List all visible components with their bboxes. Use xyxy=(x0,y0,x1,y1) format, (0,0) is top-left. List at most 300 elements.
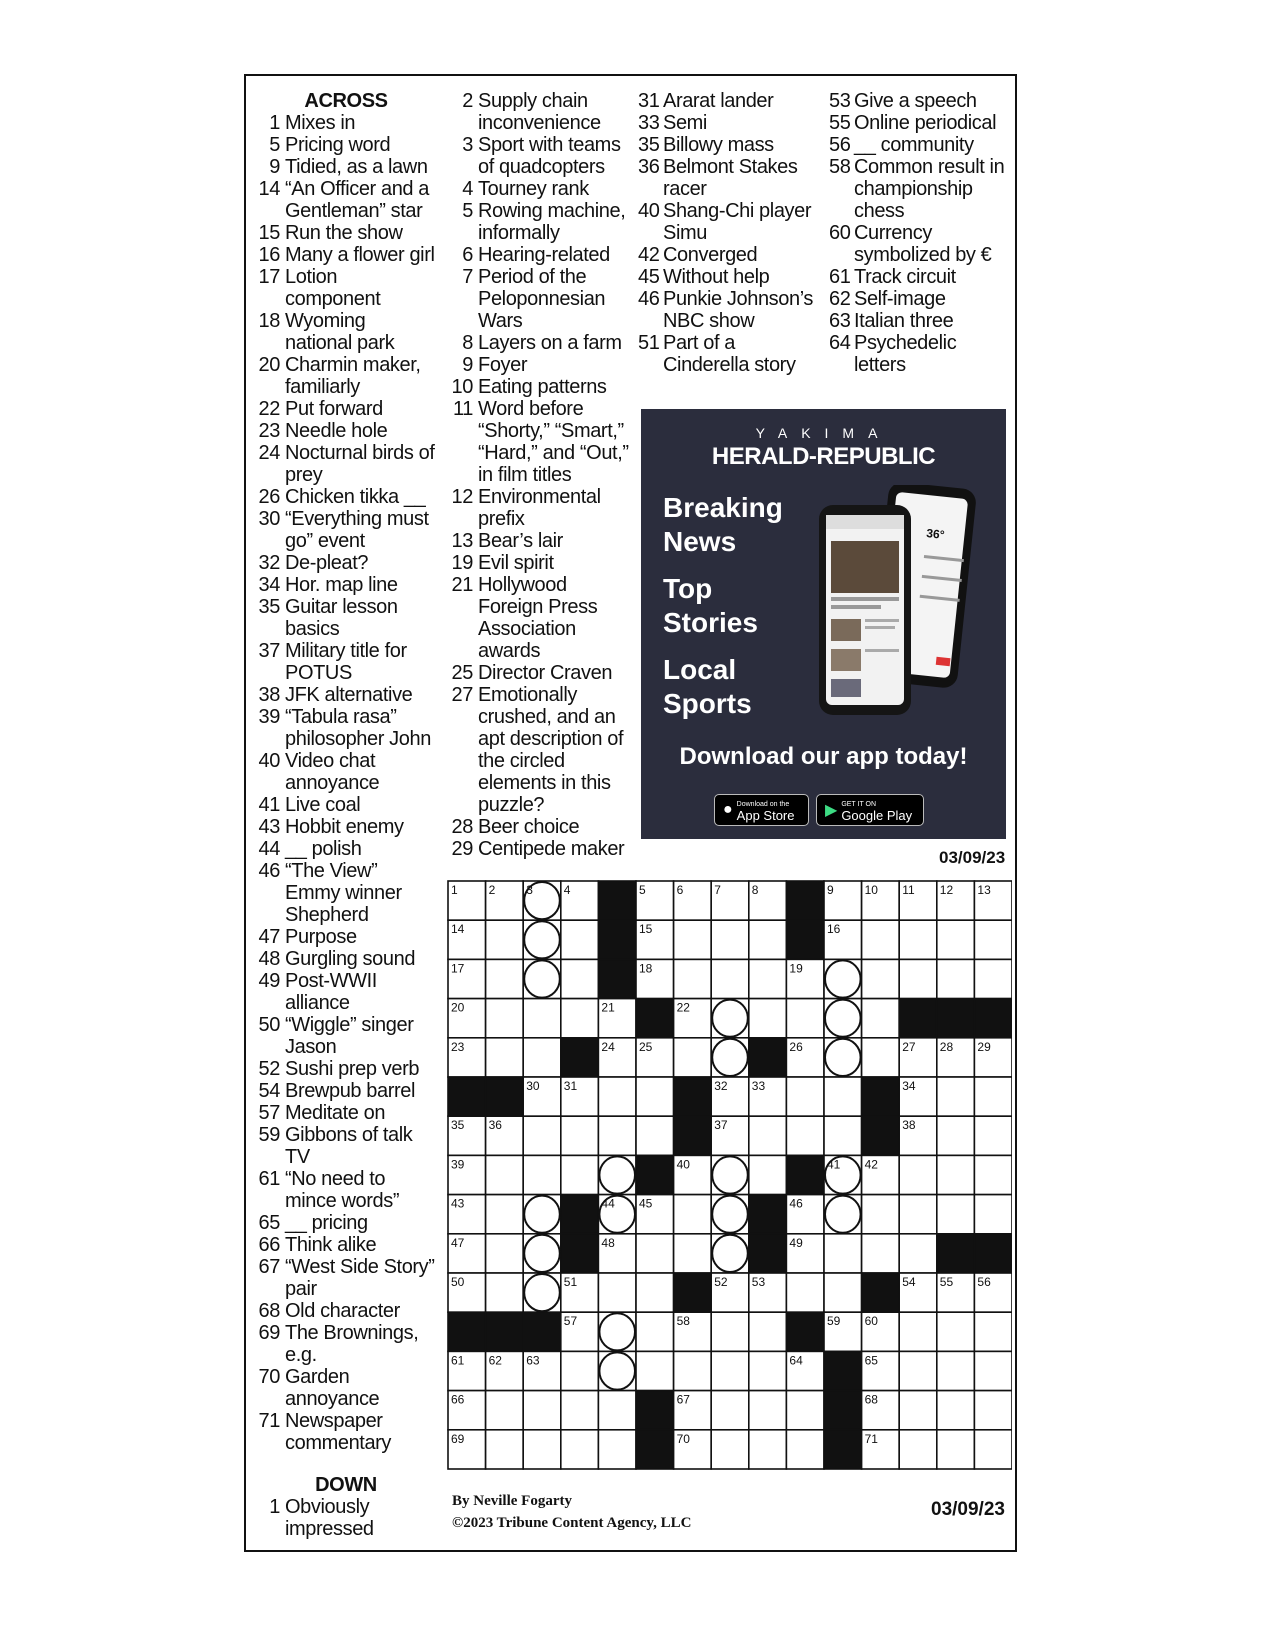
ad-call-to-action: Download our app today! xyxy=(679,743,968,770)
cell-number: 4 xyxy=(563,883,571,897)
clue-number: 40 xyxy=(638,200,660,222)
grid-cell[interactable] xyxy=(824,1234,862,1273)
clue-item xyxy=(449,574,629,662)
grid-cell[interactable] xyxy=(937,1077,975,1116)
clue-text: Billowy mass xyxy=(663,134,774,156)
grid-cell[interactable] xyxy=(974,920,1012,959)
clue-text: “No need to mince words” xyxy=(285,1168,400,1212)
clue-text: Beer choice xyxy=(478,816,580,838)
grid-cell[interactable] xyxy=(974,1077,1012,1116)
clue-text: Psychedelic letters xyxy=(854,332,957,376)
clue-text: Environmental prefix xyxy=(478,486,601,530)
clue-text: Bear’s lair xyxy=(478,530,563,552)
clue-item xyxy=(256,552,436,574)
clue-item xyxy=(449,244,629,266)
clue-text: Punkie Johnson’s NBC show xyxy=(663,288,814,332)
cell-number: 37 xyxy=(714,1118,728,1133)
grid-cell[interactable] xyxy=(711,1351,749,1390)
clue-item xyxy=(449,684,629,816)
grid-cell[interactable] xyxy=(937,959,975,998)
grid-cell[interactable] xyxy=(523,1038,561,1077)
grid-block xyxy=(974,999,1012,1038)
clue-number: 18 xyxy=(258,310,280,332)
clue-item xyxy=(449,376,629,398)
clue-item xyxy=(256,1124,436,1168)
cell-number: 24 xyxy=(601,1039,615,1054)
cell-number: 56 xyxy=(977,1275,991,1289)
grid-cell[interactable] xyxy=(862,1195,900,1234)
clue-text: Centipede maker xyxy=(478,838,625,860)
clue-item xyxy=(256,398,436,420)
cell-number: 19 xyxy=(789,961,803,976)
cell-number: 60 xyxy=(864,1314,878,1329)
grid-block xyxy=(636,999,674,1038)
grid-cell[interactable] xyxy=(937,1351,975,1390)
clue-text: Converged xyxy=(663,244,758,266)
cell-number: 35 xyxy=(451,1118,465,1133)
clue-item xyxy=(449,398,629,486)
clue-item xyxy=(256,1212,436,1234)
grid-cell[interactable] xyxy=(561,999,599,1038)
grid-cell[interactable] xyxy=(674,1195,712,1234)
grid-block xyxy=(674,1273,712,1312)
grid-block xyxy=(824,1391,862,1430)
apple-icon: ● xyxy=(723,801,733,818)
clue-item xyxy=(638,156,820,200)
grid-cell[interactable] xyxy=(636,1234,674,1273)
clue-number: 57 xyxy=(258,1102,280,1124)
grid-cell[interactable] xyxy=(974,1312,1012,1351)
app-store-button[interactable] xyxy=(714,794,809,826)
grid-block xyxy=(598,959,636,998)
clue-number: 11 xyxy=(453,398,473,420)
grid-cell[interactable] xyxy=(899,1234,937,1273)
grid-cell[interactable] xyxy=(486,1430,524,1469)
cell-number: 41 xyxy=(827,1157,841,1172)
cell-number: 5 xyxy=(639,883,646,897)
grid-cell[interactable] xyxy=(486,1195,524,1234)
grid-cell[interactable] xyxy=(899,920,937,959)
clue-number: 12 xyxy=(451,486,473,508)
grid-cell[interactable] xyxy=(674,1351,712,1390)
cell-number: 53 xyxy=(751,1275,766,1289)
cell-number: 21 xyxy=(601,1000,615,1015)
clue-item xyxy=(829,310,1007,332)
clue-number: 15 xyxy=(258,222,280,244)
grid-cell[interactable] xyxy=(598,1273,636,1312)
clue-number: 2 xyxy=(462,90,473,112)
clue-item xyxy=(449,838,629,860)
clue-item xyxy=(829,288,1007,310)
cell-number: 70 xyxy=(676,1431,690,1446)
clue-text: Purpose xyxy=(285,926,357,948)
clue-text: Put forward xyxy=(285,398,383,420)
grid-cell[interactable] xyxy=(862,999,900,1038)
grid-cell[interactable] xyxy=(674,1234,712,1273)
clue-number: 64 xyxy=(829,332,851,354)
cell-number: 67 xyxy=(676,1392,690,1407)
clue-item xyxy=(256,310,436,354)
grid-cell[interactable] xyxy=(974,959,1012,998)
clue-text: Lotion component xyxy=(285,266,381,310)
grid-cell[interactable] xyxy=(636,1116,674,1155)
grid-cell[interactable] xyxy=(937,1116,975,1155)
grid-cell[interactable] xyxy=(561,1430,599,1469)
date-bottom: 03/09/23 xyxy=(931,1499,1005,1520)
grid-cell[interactable] xyxy=(749,1430,787,1469)
crossword-grid[interactable] xyxy=(447,880,1012,1470)
grid-cell[interactable] xyxy=(974,1116,1012,1155)
clue-number: 60 xyxy=(829,222,851,244)
clue-number: 68 xyxy=(258,1300,280,1322)
clue-item xyxy=(256,112,436,134)
cell-number: 54 xyxy=(902,1275,916,1289)
grid-cell[interactable] xyxy=(749,920,787,959)
grid-cell[interactable] xyxy=(974,1155,1012,1194)
grid-cell[interactable] xyxy=(561,920,599,959)
clue-item xyxy=(256,574,436,596)
clue-number: 29 xyxy=(451,838,473,860)
clue-text: __ polish xyxy=(285,838,362,860)
grid-cell[interactable] xyxy=(486,959,524,998)
grid-cell[interactable] xyxy=(561,959,599,998)
cell-number: 16 xyxy=(827,922,841,937)
clue-item xyxy=(256,420,436,442)
grid-cell[interactable] xyxy=(824,1116,862,1155)
clue-text: Meditate on xyxy=(285,1102,386,1124)
grid-block xyxy=(636,1155,674,1194)
down-clue-list-4 xyxy=(829,90,1007,376)
grid-cell[interactable] xyxy=(674,920,712,959)
cell-number: 66 xyxy=(451,1392,465,1407)
clue-number: 14 xyxy=(258,178,280,200)
clue-number: 25 xyxy=(451,662,473,684)
clue-number: 69 xyxy=(258,1322,280,1344)
cell-number: 6 xyxy=(676,883,684,897)
grid-block xyxy=(598,920,636,959)
grid-cell[interactable] xyxy=(824,1273,862,1312)
clue-number: 65 xyxy=(258,1212,280,1234)
grid-cell[interactable] xyxy=(786,999,824,1038)
clue-number: 13 xyxy=(451,530,473,552)
cell-number: 20 xyxy=(451,1000,465,1015)
grid-block xyxy=(448,1312,486,1351)
clue-item xyxy=(638,112,820,134)
clue-item xyxy=(256,1102,436,1124)
cell-number: 50 xyxy=(451,1275,465,1289)
clue-text: “An Officer and a Gentleman” star xyxy=(285,178,430,222)
grid-cell[interactable] xyxy=(711,959,749,998)
grid-cell[interactable] xyxy=(523,1116,561,1155)
clue-number: 54 xyxy=(258,1080,280,1102)
clue-item xyxy=(256,816,436,838)
grid-cell[interactable] xyxy=(899,959,937,998)
grid-cell[interactable] xyxy=(786,1430,824,1469)
app-store-small: Download on the xyxy=(736,801,790,808)
clue-number: 36 xyxy=(638,156,660,178)
cell-number: 8 xyxy=(751,883,759,897)
grid-cell[interactable] xyxy=(598,1077,636,1116)
clue-item xyxy=(449,200,629,244)
cell-number: 32 xyxy=(714,1079,728,1093)
down-clue-list-1 xyxy=(256,1496,436,1540)
clue-number: 70 xyxy=(258,1366,280,1388)
grid-cell[interactable] xyxy=(523,1155,561,1194)
clue-text: Old character xyxy=(285,1300,400,1322)
grid-block xyxy=(824,1351,862,1390)
date-top: 03/09/23 xyxy=(939,848,1006,867)
grid-cell[interactable] xyxy=(749,959,787,998)
cell-number: 9 xyxy=(827,883,834,897)
clue-number: 32 xyxy=(258,552,280,574)
cell-number: 45 xyxy=(639,1196,653,1211)
cell-number: 25 xyxy=(639,1039,653,1054)
grid-cell[interactable] xyxy=(749,999,787,1038)
grid-cell[interactable] xyxy=(899,1430,937,1469)
across-clue-list xyxy=(256,112,436,1454)
grid-cell[interactable] xyxy=(937,1391,975,1430)
clue-item xyxy=(256,640,436,684)
clue-text: Italian three xyxy=(854,310,954,332)
clue-number: 22 xyxy=(258,398,280,420)
ad-brand: HERALD-REPUBLIC xyxy=(711,443,936,470)
cell-number: 15 xyxy=(639,922,653,937)
clue-text: Run the show xyxy=(285,222,403,244)
clue-item xyxy=(449,90,629,134)
grid-cell[interactable] xyxy=(749,1155,787,1194)
clue-number: 52 xyxy=(258,1058,280,1080)
grid-block xyxy=(561,1038,599,1077)
clue-number: 39 xyxy=(258,706,280,728)
grid-cell[interactable] xyxy=(899,1391,937,1430)
clue-text: “The View” Emmy winner Shepherd xyxy=(285,860,402,926)
cell-number: 51 xyxy=(563,1275,578,1289)
grid-cell[interactable] xyxy=(974,1430,1012,1469)
cell-number: 27 xyxy=(902,1039,916,1054)
app-advertisement[interactable] xyxy=(641,409,1006,839)
grid-cell[interactable] xyxy=(486,920,524,959)
clue-text: Self-image xyxy=(854,288,946,310)
clue-text: Word before “Shorty,” “Smart,” “Hard,” and “Out,” in film titles xyxy=(478,398,629,486)
clue-number: 55 xyxy=(829,112,851,134)
grid-cell[interactable] xyxy=(636,1312,674,1351)
clue-item xyxy=(638,244,820,266)
clue-item xyxy=(256,926,436,948)
grid-cell[interactable] xyxy=(711,1391,749,1430)
cell-number: 68 xyxy=(864,1392,878,1407)
grid-cell[interactable] xyxy=(523,1391,561,1430)
across-heading: ACROSS xyxy=(304,90,388,112)
grid-cell[interactable] xyxy=(523,999,561,1038)
grid-cell[interactable] xyxy=(974,1391,1012,1430)
grid-cell[interactable] xyxy=(486,1234,524,1273)
grid-cell[interactable] xyxy=(598,1430,636,1469)
clue-text: Chicken tikka __ xyxy=(285,486,426,508)
cell-number: 22 xyxy=(676,1000,690,1015)
clue-number: 45 xyxy=(638,266,660,288)
grid-block xyxy=(561,1195,599,1234)
grid-block xyxy=(974,1234,1012,1273)
grid-cell[interactable] xyxy=(598,1116,636,1155)
grid-cell[interactable] xyxy=(937,1430,975,1469)
clue-number: 37 xyxy=(258,640,280,662)
down-clues-column-2 xyxy=(449,90,629,860)
grid-cell[interactable] xyxy=(786,1273,824,1312)
clue-number: 42 xyxy=(638,244,660,266)
clue-item xyxy=(256,486,436,508)
clue-text: Give a speech xyxy=(854,90,977,112)
grid-cell[interactable] xyxy=(486,1391,524,1430)
cell-number: 10 xyxy=(864,883,878,897)
grid-cell[interactable] xyxy=(824,1077,862,1116)
grid-cell[interactable] xyxy=(786,1077,824,1116)
grid-cell[interactable] xyxy=(486,1155,524,1194)
clue-item xyxy=(449,816,629,838)
clue-item xyxy=(638,134,820,156)
grid-cell[interactable] xyxy=(937,1195,975,1234)
grid-block xyxy=(786,1155,824,1194)
grid-cell[interactable] xyxy=(636,1077,674,1116)
grid-cell[interactable] xyxy=(749,1116,787,1155)
grid-cell[interactable] xyxy=(974,1195,1012,1234)
cell-number: 55 xyxy=(939,1275,954,1289)
down-clues-column-3 xyxy=(638,90,820,376)
clue-number: 41 xyxy=(258,794,280,816)
grid-cell[interactable] xyxy=(636,1351,674,1390)
clue-number: 8 xyxy=(462,332,473,354)
grid-block xyxy=(749,1038,787,1077)
clue-item xyxy=(256,156,436,178)
grid-cell[interactable] xyxy=(899,1155,937,1194)
clue-item xyxy=(449,332,629,354)
clue-item xyxy=(256,838,436,860)
byline: By Neville Fogarty xyxy=(452,1493,572,1509)
grid-cell[interactable] xyxy=(561,1391,599,1430)
clue-item xyxy=(449,178,629,200)
clue-item xyxy=(256,794,436,816)
grid-cell[interactable] xyxy=(711,1430,749,1469)
grid-cell[interactable] xyxy=(749,1391,787,1430)
grid-cell[interactable] xyxy=(786,1391,824,1430)
grid-cell[interactable] xyxy=(974,1351,1012,1390)
google-play-button[interactable] xyxy=(816,794,924,826)
google-play-small: GET IT ON xyxy=(841,801,877,808)
grid-cell[interactable] xyxy=(899,1195,937,1234)
grid-cell[interactable] xyxy=(749,1312,787,1351)
cell-number: 31 xyxy=(563,1079,578,1093)
grid-block xyxy=(486,1312,524,1351)
clue-number: 3 xyxy=(462,134,473,156)
clue-item xyxy=(829,156,1007,222)
clue-item xyxy=(256,508,436,552)
across-clues-column xyxy=(256,90,436,1540)
cell-number: 47 xyxy=(451,1235,465,1250)
clue-text: Pricing word xyxy=(285,134,391,156)
grid-cell[interactable] xyxy=(674,1038,712,1077)
ad-brand-top: YAKIMA xyxy=(755,425,892,441)
grid-cell[interactable] xyxy=(561,1116,599,1155)
grid-cell[interactable] xyxy=(862,1234,900,1273)
grid-block xyxy=(862,1273,900,1312)
clue-text: Guitar lesson basics xyxy=(285,596,398,640)
clue-number: 61 xyxy=(258,1168,280,1190)
clue-number: 46 xyxy=(258,860,280,882)
clue-number: 63 xyxy=(829,310,851,332)
clue-number: 67 xyxy=(258,1256,280,1278)
grid-cell[interactable] xyxy=(937,920,975,959)
clue-text: Military title for POTUS xyxy=(285,640,407,684)
clue-item xyxy=(829,266,1007,288)
grid-cell[interactable] xyxy=(711,1312,749,1351)
grid-cell[interactable] xyxy=(561,1351,599,1390)
grid-cell[interactable] xyxy=(899,1312,937,1351)
clue-number: 1 xyxy=(269,112,280,134)
grid-block xyxy=(824,1430,862,1469)
clue-number: 43 xyxy=(258,816,280,838)
grid-cell[interactable] xyxy=(937,1155,975,1194)
grid-cell[interactable] xyxy=(786,1116,824,1155)
grid-cell[interactable] xyxy=(862,959,900,998)
grid-cell[interactable] xyxy=(749,1351,787,1390)
clue-item xyxy=(256,1014,436,1058)
clue-text: Tidied, as a lawn xyxy=(285,156,428,178)
cell-number: 36 xyxy=(488,1118,502,1133)
grid-cell[interactable] xyxy=(486,999,524,1038)
grid-cell[interactable] xyxy=(523,1430,561,1469)
grid-block xyxy=(862,1116,900,1155)
clue-number: 7 xyxy=(462,266,473,288)
cell-number: 52 xyxy=(714,1275,728,1289)
clue-text: Without help xyxy=(663,266,770,288)
grid-block xyxy=(749,1234,787,1273)
grid-block xyxy=(786,1312,824,1351)
ad-feature-top-stories: Top Stories xyxy=(663,573,758,638)
clue-text: __ pricing xyxy=(285,1212,368,1234)
cell-number: 40 xyxy=(676,1157,690,1172)
grid-cell[interactable] xyxy=(636,1273,674,1312)
clue-text: Eating patterns xyxy=(478,376,607,398)
grid-cell[interactable] xyxy=(862,1038,900,1077)
cell-number: 14 xyxy=(451,922,465,937)
grid-cell[interactable] xyxy=(561,1155,599,1194)
clue-item xyxy=(829,134,1007,156)
grid-cell[interactable] xyxy=(486,1038,524,1077)
clue-text: Gibbons of talk TV xyxy=(285,1124,413,1168)
cell-number: 71 xyxy=(864,1431,878,1446)
cell-number: 7 xyxy=(714,883,721,897)
grid-cell[interactable] xyxy=(899,1351,937,1390)
cell-number: 13 xyxy=(977,883,991,897)
grid-block xyxy=(523,1312,561,1351)
grid-block xyxy=(786,881,824,920)
clue-text: Sport with teams of quadcopters xyxy=(478,134,621,178)
clue-text: Many a flower girl xyxy=(285,244,435,266)
clue-text: JFK alternative xyxy=(285,684,413,706)
cell-number: 38 xyxy=(902,1118,916,1133)
grid-cell[interactable] xyxy=(862,920,900,959)
grid-block xyxy=(674,1116,712,1155)
grid-cell[interactable] xyxy=(486,1273,524,1312)
cell-number: 61 xyxy=(451,1353,465,1368)
grid-cell[interactable] xyxy=(674,959,712,998)
grid-cell[interactable] xyxy=(598,1391,636,1430)
clue-number: 20 xyxy=(258,354,280,376)
grid-block xyxy=(636,1391,674,1430)
clue-text: Brewpub barrel xyxy=(285,1080,416,1102)
grid-cell[interactable] xyxy=(937,1312,975,1351)
grid-cell[interactable] xyxy=(711,920,749,959)
clue-item xyxy=(256,1234,436,1256)
